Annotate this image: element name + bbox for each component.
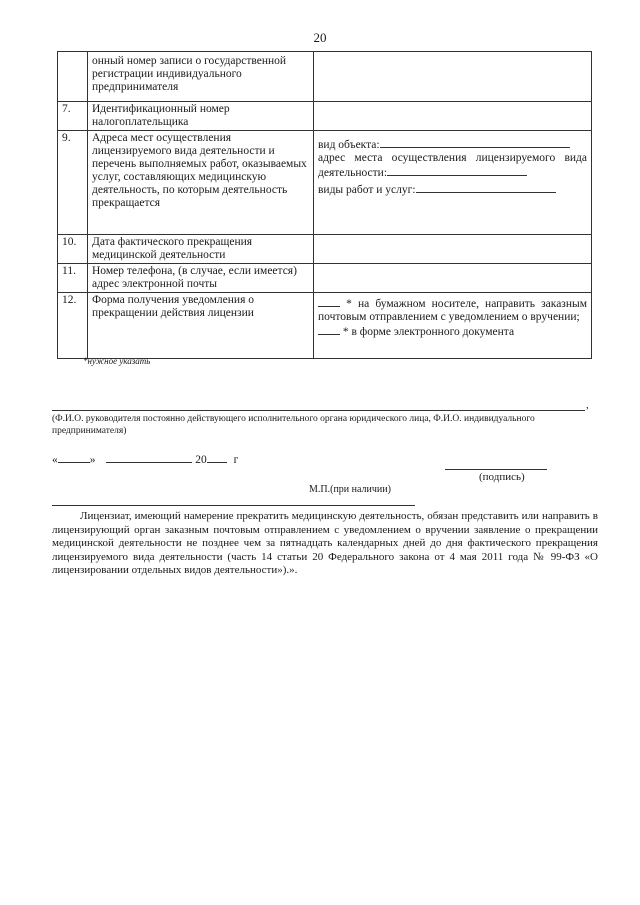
table-row xyxy=(58,52,592,102)
row-label: Идентификационный номер налогоплательщика xyxy=(88,102,314,131)
works-label: виды работ и услуг: xyxy=(318,184,416,196)
row-number: 7. xyxy=(58,102,88,131)
row-value-field xyxy=(314,293,592,359)
row-label: Дата фактического прекращения медицинской деятельности xyxy=(88,235,314,264)
row-value-field[interactable] xyxy=(314,131,592,235)
option-electronic-checkbox[interactable] xyxy=(318,324,340,335)
option-paper-label: * на бумажном носителе, направить заказным почтовым отправлением с уведомлением о вручении; xyxy=(318,298,587,323)
table-row xyxy=(58,293,592,359)
option-electronic-label: * в форме электронного документа xyxy=(342,326,515,338)
row-label: Форма получения уведомления о прекращении действия лицензии xyxy=(88,293,314,359)
separator-line xyxy=(52,505,415,506)
address-label: адрес места осуществления лицензируемого вида деятельности: xyxy=(318,152,587,179)
date-day-blank[interactable] xyxy=(58,452,90,463)
date-year-prefix: 20 xyxy=(195,454,207,466)
option-electronic xyxy=(318,324,587,339)
row-label: Номер телефона, (в случае, если имеется) адрес электронной почты xyxy=(88,264,314,293)
works-line xyxy=(318,182,587,197)
table-row xyxy=(58,235,592,264)
date-month-blank[interactable] xyxy=(106,452,192,463)
row-label: онный номер записи о государственной регистрации индивидуального предпринимателя xyxy=(88,52,314,102)
row-number: 12. xyxy=(58,293,88,359)
date-open-quote: « xyxy=(52,454,58,466)
stamp-caption: М.П.(при наличии) xyxy=(309,484,391,495)
fio-caption: (Ф.И.О. руководителя постоянно действующего исполнительного органа юридического лица, Ф.И.О. индивидуального предпринимателя) xyxy=(52,414,535,436)
row-value-field[interactable] xyxy=(314,235,592,264)
object-type-line xyxy=(318,137,587,152)
object-type-label: вид объекта: xyxy=(318,139,380,151)
license-note-text: Лицензиат, имеющий намерение прекратить медицинскую деятельность, обязан представить или направить в лицензирующий орган заказным почтовым отправлением с уведомлением о вручении заявление о прекращении медицинской деятельности не позднее чем за пятнадцать календарных дней до дня фактического прекращения лицензируемого вида деятельности (часть 14 статьи 20 Федерального закона от 4 мая 2011 года № 99-ФЗ «О лицензировании отдельных видов деятельности»).». xyxy=(52,510,598,576)
option-paper-checkbox[interactable] xyxy=(318,296,340,307)
table-row xyxy=(58,102,592,131)
row-number xyxy=(58,52,88,102)
footnote: *нужное указать xyxy=(83,356,151,366)
row-value-field[interactable] xyxy=(314,52,592,102)
address-line xyxy=(318,152,587,180)
fio-input-line[interactable] xyxy=(52,410,585,411)
date-year-suffix: г xyxy=(233,454,239,466)
date-year-blank[interactable] xyxy=(207,452,227,463)
row-number: 11. xyxy=(58,264,88,293)
date-close-quote: » xyxy=(89,454,96,466)
row-label: Адреса мест осуществления лицензируемого вида деятельности и перечень выполняемых работ, оказываемых услуг, составляющих медицинскую деятельность, по которым деятельность прекращается xyxy=(88,131,314,235)
license-termination-form-table xyxy=(57,51,592,359)
row-number: 10. xyxy=(58,235,88,264)
signature-caption: (подпись) xyxy=(479,471,525,483)
address-blank[interactable] xyxy=(387,165,527,176)
object-type-blank[interactable] xyxy=(380,137,570,148)
works-blank[interactable] xyxy=(416,182,556,193)
fio-comma: , xyxy=(586,399,589,411)
date-field xyxy=(52,452,238,466)
page-number: 20 xyxy=(313,30,327,45)
row-number: 9. xyxy=(58,131,88,235)
option-paper xyxy=(318,296,587,324)
signature-line[interactable] xyxy=(445,469,547,470)
license-note xyxy=(52,510,598,578)
table-row xyxy=(58,131,592,235)
row-value-field[interactable] xyxy=(314,264,592,293)
table-row xyxy=(58,264,592,293)
row-value-field[interactable] xyxy=(314,102,592,131)
